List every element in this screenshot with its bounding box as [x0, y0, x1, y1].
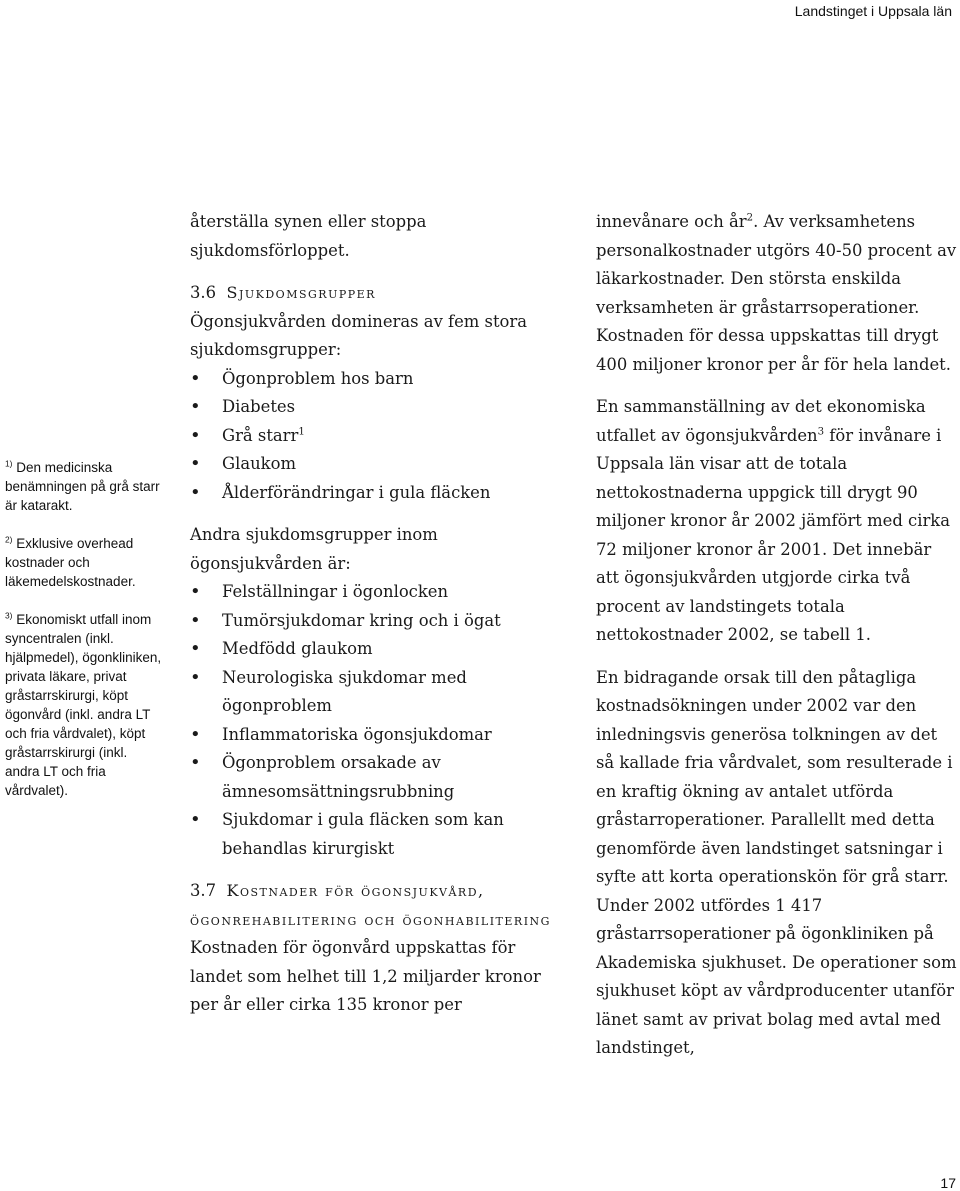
other-groups-paragraph: Andra sjukdomsgrupper inom ögonsjukvården är:: [190, 525, 438, 573]
list-item: • Ålderförändringar i gula fläcken: [190, 479, 562, 508]
section-number: 3.7: [190, 881, 217, 900]
paragraph-text: . Av verksamhetens personalkostnader utgörs 40-50 procent av läkarkostnader. Den största enskilda verksamheten är gråstarrsoperationer. Kostnaden för dessa uppskattas till drygt 400 miljoner kronor per år för hela landet.: [596, 212, 957, 374]
page-number: 17: [940, 1175, 956, 1191]
economic-outcome-paragraph: [596, 393, 958, 650]
footnote-ref: 1: [298, 426, 305, 438]
sidenote-text: Exklusive overhead kostnader och läkemedelskostnader.: [5, 536, 136, 589]
paragraph-text: En sammanställning av det ekonomiska utfallet av ögonsjukvården: [596, 397, 926, 445]
sidenote-text: Den medicinska benämningen på grå starr är katarakt.: [5, 460, 160, 513]
section-3-6-text: Ögonsjukvården domineras av fem stora sjukdomsgrupper:: [190, 311, 528, 359]
list-item: • Neurologiska sjukdomar med ögonproblem: [190, 664, 562, 721]
paragraph-text: innevånare och år: [596, 212, 747, 231]
paragraph-text: för invånare i Uppsala län visar att de totala nettokostnaderna uppgick till drygt 90 miljoner kronor år 2002 jämfört med cirka 72 miljoner kronor år 2001. Det innebär att ögonsjukvården utgjorde cirka två procent av landstingets totala nettokostnader 2002, se tabell 1.: [596, 425, 950, 644]
intro-paragraph: återställa synen eller stoppa sjukdomsförloppet.: [190, 212, 427, 260]
main-column: [190, 208, 562, 1020]
section-3-7-heading: [190, 877, 562, 934]
page-header: Landstinget i Uppsala län: [794, 3, 952, 19]
cost-paragraph: [596, 208, 958, 379]
list-item-text: Grå starr: [222, 425, 299, 445]
other-disease-list: [190, 578, 562, 863]
list-item: • Sjukdomar i gula fläcken som kan behandlas kirurgiskt: [190, 806, 562, 863]
section-number: 3.6: [190, 283, 217, 302]
list-item: • Felställningar i ögonlocken: [190, 578, 562, 607]
right-column: [596, 208, 958, 1063]
sidenote-2: [5, 534, 163, 591]
list-item: • Ögonproblem hos barn: [190, 365, 562, 394]
sidenote-number: 1): [5, 458, 13, 469]
footnote-ref: 2: [746, 212, 754, 224]
list-item: • Glaukom: [190, 450, 562, 479]
sidenote-3: [5, 610, 163, 800]
sidenote-text: Ekonomiskt utfall inom syncentralen (inkl. hjälpmedel), ögonkliniken, privata läkare, privat gråstarrskirurgi, köpt ögonvård (inkl. andra LT och fria vårdvalet), köpt gråstarrskirurgi (inkl. andra LT och fria vårdvalet).: [5, 612, 162, 798]
section-title: Kostnader för ögonsjukvård, ögonrehabilitering och ögonhabilitering: [190, 881, 551, 929]
sidenotes: [5, 458, 163, 819]
list-item: • Tumörsjukdomar kring och i ögat: [190, 607, 562, 636]
sidenote-number: 3): [5, 610, 13, 621]
list-item: • Medfödd glaukom: [190, 635, 562, 664]
list-item: • Ögonproblem orsakade av ämnesomsättningsrubbning: [190, 749, 562, 806]
section-3-6-heading: [190, 279, 562, 308]
sidenote-1: [5, 458, 163, 515]
list-item: [190, 422, 562, 451]
list-item: • Inflammatoriska ögonsjukdomar: [190, 721, 562, 750]
disease-group-list: [190, 365, 562, 508]
list-item: • Diabetes: [190, 393, 562, 422]
cost-increase-paragraph: En bidragande orsak till den påtagliga kostnadsökningen under 2002 var den inledningsvis generösa tolkningen av det så kallade fria vårdvalet, som resulterade i en kraftig ökning av antalet utförda gråstarroperationer. Parallellt med detta genomförde även landstinget satsningar i syfte att korta operationskön för grå starr. Under 2002 utfördes 1 417 gråstarrsoperationer på ögonkliniken på Akademiska sjukhuset. De operationer som sjukhuset köpt av vårdproducenter utanför länet samt av privat bolag med avtal med landstinget,: [596, 667, 957, 1057]
sidenote-number: 2): [5, 534, 13, 545]
footnote-ref: 3: [817, 426, 825, 438]
section-3-7-text: Kostnaden för ögonvård uppskattas för landet som helhet till 1,2 miljarder kronor per år eller cirka 135 kronor per: [190, 938, 541, 1014]
section-title: Sjukdomsgrupper: [226, 283, 376, 302]
